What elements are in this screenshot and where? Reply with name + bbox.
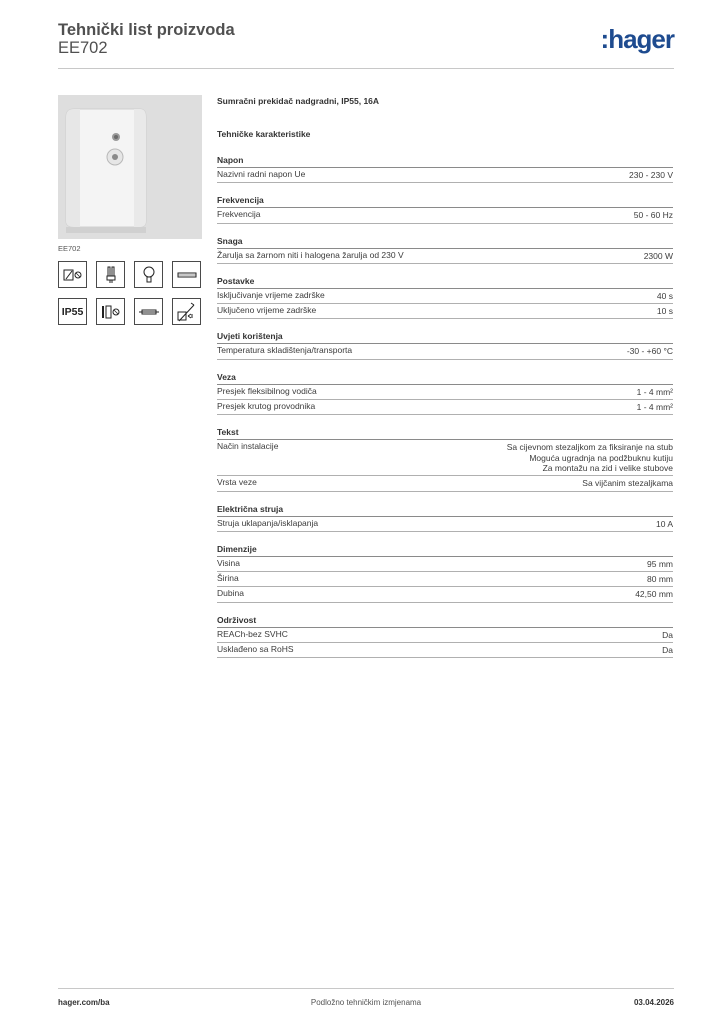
spec-row <box>217 587 673 602</box>
spec-group-title: Održivost <box>217 615 673 628</box>
footer-date: 03.04.2026 <box>633 998 674 1007</box>
spec-value <box>647 574 673 584</box>
spec-value-line: -30 - +60 °C <box>626 346 673 357</box>
spec-value-line: Sa vijčanim stezaljkama <box>582 478 673 489</box>
spec-group <box>217 276 673 320</box>
spec-value <box>637 402 673 412</box>
spec-value <box>657 306 673 316</box>
footer-divider <box>58 988 674 989</box>
page-header <box>58 20 674 68</box>
spec-row <box>217 208 673 223</box>
product-image <box>58 95 202 239</box>
spec-row <box>217 476 673 491</box>
spec-value-line: 40 s <box>656 290 673 301</box>
feature-icons <box>58 261 202 325</box>
product-sidebar <box>58 95 202 325</box>
spec-value-line: 10 s <box>656 306 673 317</box>
spec-label: Struja uklapanja/isklapanja <box>217 517 319 528</box>
spec-label: Visina <box>217 557 240 568</box>
spec-group <box>217 615 673 659</box>
spec-group <box>217 504 673 532</box>
spec-row <box>217 168 673 183</box>
spec-value-line: 50 - 60 Hz <box>633 210 673 221</box>
mounting-rail-icon <box>172 261 201 288</box>
spec-group-title: Uvjeti korištenja <box>217 331 673 344</box>
spec-row <box>217 400 673 415</box>
spec-value-line: Da <box>662 629 673 640</box>
spec-value-line: 1 - 4 mm² <box>636 402 673 413</box>
spec-label: Širina <box>217 573 239 584</box>
spec-label: Usklađeno sa RoHS <box>217 644 294 655</box>
spec-group-title: Frekvencija <box>217 195 673 208</box>
spec-value-line: Da <box>662 645 673 656</box>
product-image-caption: EE702 <box>58 244 81 253</box>
product-details <box>217 96 673 658</box>
spec-label: Uključeno vrijeme zadrške <box>217 305 317 316</box>
spec-value <box>507 442 673 473</box>
spec-group-title: Tekst <box>217 427 673 440</box>
product-code: EE702 <box>58 39 108 57</box>
spec-label: Vrsta veze <box>217 477 257 488</box>
spec-row <box>217 249 673 264</box>
spec-value-line: 230 - 230 V <box>629 170 673 180</box>
spec-group-title: Postavke <box>217 276 673 289</box>
spec-group-title: Dimenzije <box>217 544 673 557</box>
spec-value <box>629 170 673 180</box>
spec-groups <box>217 155 673 658</box>
spec-value <box>635 589 673 599</box>
brand-name: hager <box>608 24 674 54</box>
spec-value <box>634 210 673 220</box>
spec-value <box>662 645 673 655</box>
spec-row <box>217 557 673 572</box>
spec-group <box>217 195 673 223</box>
spec-group-title: Električna struja <box>217 504 673 517</box>
cable-icon <box>134 298 163 325</box>
spec-label: Frekvencija <box>217 209 261 220</box>
ip-rating-label: IP55 <box>61 305 84 318</box>
product-description: Sumračni prekidač nadgradni, IP55, 16A <box>217 96 380 106</box>
spec-row <box>217 517 673 532</box>
specs-section-title: Tehničke karakteristike <box>217 129 311 139</box>
spec-value-line: Moguća ugradnja na podžbuknu kutiju <box>529 452 673 463</box>
spec-value <box>662 630 673 640</box>
spec-value-line: 2300 W <box>643 250 673 261</box>
spec-value <box>647 559 673 569</box>
spec-label: Žarulja sa žarnom niti i halogena žarulja od 230 V <box>217 249 404 260</box>
spec-value <box>582 478 673 488</box>
spec-row <box>217 289 673 304</box>
spec-group <box>217 155 673 183</box>
spec-group <box>217 331 673 359</box>
spec-group <box>217 372 673 416</box>
spec-value-line: 80 mm <box>647 574 673 585</box>
spec-label: Dubina <box>217 588 244 599</box>
spec-value-line: 95 mm <box>647 558 673 569</box>
spec-value-line: Za montažu na zid i velike stubove <box>542 462 673 473</box>
spec-group <box>217 427 673 491</box>
spec-row <box>217 440 673 476</box>
document-title: Tehnički list proizvoda <box>58 21 235 39</box>
footer-note: Podložno tehničkim izmjenama <box>310 998 422 1007</box>
spec-row <box>217 572 673 587</box>
surface-mount-icon <box>96 298 125 325</box>
spec-row <box>217 643 673 658</box>
spec-value <box>627 346 673 356</box>
spec-group <box>217 236 673 264</box>
spec-group-title: Snaga <box>217 236 673 249</box>
spec-row <box>217 304 673 319</box>
ip55-badge <box>58 298 87 325</box>
spec-label: Presjek fleksibilnog vodiča <box>217 385 317 396</box>
spec-label: Način instalacije <box>217 441 279 452</box>
spec-group-title: Napon <box>217 155 673 168</box>
light-sensor-icon <box>58 261 87 288</box>
spec-group <box>217 544 673 603</box>
spec-value-line: Sa cijevnom stezaljkom za fiksiranje na stub <box>506 442 673 453</box>
header-divider <box>58 68 674 69</box>
spec-label: Presjek krutog provodnika <box>217 401 316 412</box>
fluorescent-lamp-icon <box>96 261 125 288</box>
spec-value-line: 10 A <box>655 518 673 529</box>
spec-label: Isključivanje vrijeme zadrške <box>217 289 325 300</box>
footer-website: hager.com/ba <box>58 998 110 1007</box>
spec-row <box>217 385 673 400</box>
spec-row <box>217 344 673 359</box>
spec-value <box>657 291 673 301</box>
wall-mount-icon <box>172 298 201 325</box>
spec-label: Temperatura skladištenja/transporta <box>217 345 353 356</box>
spec-label: Nazivni radni napon Ue <box>217 169 306 179</box>
light-bulb-icon <box>134 261 163 288</box>
spec-value-line: 1 - 4 mm² <box>636 386 673 397</box>
spec-row <box>217 628 673 643</box>
spec-group-title: Veza <box>217 372 673 385</box>
page-footer <box>58 988 674 1008</box>
spec-value-line: 42,50 mm <box>635 589 673 600</box>
hager-logo: :hager <box>600 24 674 54</box>
spec-value <box>644 251 673 261</box>
spec-value <box>656 519 673 529</box>
spec-value <box>637 387 673 397</box>
spec-label: REACh-bez SVHC <box>217 628 288 639</box>
